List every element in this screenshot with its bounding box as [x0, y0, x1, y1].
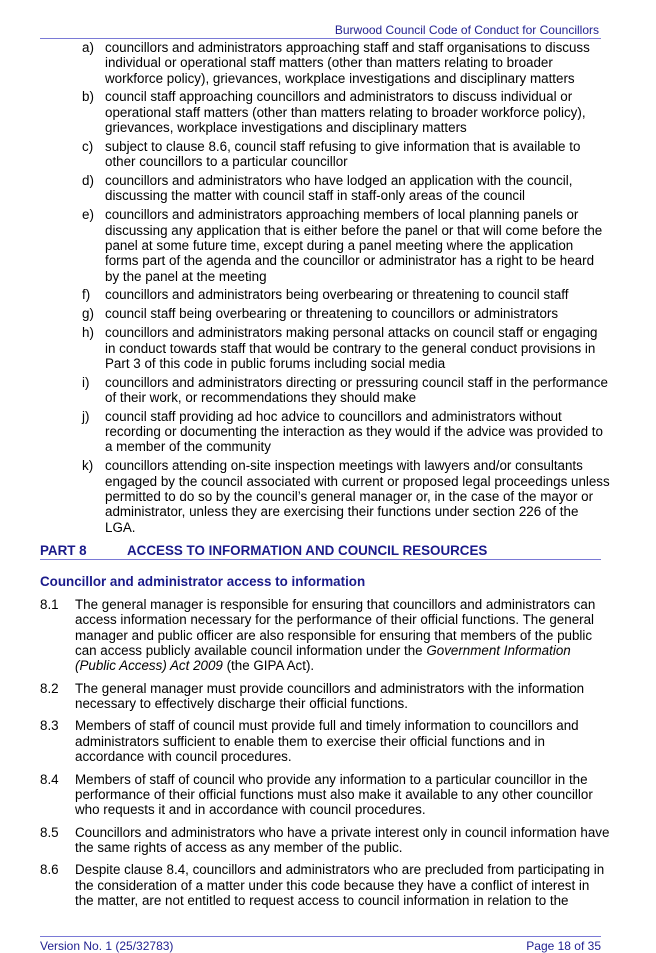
list-item-label: b): [82, 89, 94, 105]
clause-text: Members of staff of council who provide any information to a particular councillor in the performance of their official functions must also make it available to any other councillor who requests it and in accordance with council procedures.: [75, 771, 593, 818]
clause: [40, 772, 610, 818]
page-number: Page 18 of 35: [526, 939, 601, 953]
clause-text-end: (the GIPA Act).: [222, 658, 315, 674]
list-item-text: councillors attending on-site inspection meetings with lawyers and/or consultants engaged by the council associated with current or proposed legal proceedings unless permitted to do so by the council’s general manager or, in the case of the mayor or administrator, unless they are exercising their functions under section 226 of the LGA.: [105, 458, 610, 535]
list-item-text: councillors and administrators approaching staff and staff organisations to discuss individual or operational staff matters (other than matters relating to broader workforce policy), grievances, workplace investigations and disciplinary matters: [105, 40, 590, 86]
list-item-text: subject to clause 8.6, council staff refusing to give information that is available to other councillors to a particular councillor: [105, 138, 581, 170]
clause-number: 8.3: [40, 718, 59, 734]
part-title: ACCESS TO INFORMATION AND COUNCIL RESOURCES: [127, 543, 488, 558]
list-item: [40, 458, 610, 534]
list-item-text: councillors and administrators who have lodged an application with the council, discussing the matter with council staff in staff-only areas of the council: [105, 173, 573, 204]
list-item: [40, 40, 610, 86]
part-heading: [40, 542, 601, 560]
page-footer: [40, 936, 601, 951]
list-item: [40, 325, 610, 371]
list-item-label: h): [82, 325, 94, 341]
list-item-text: council staff being overbearing or threatening to councillors or administrators: [105, 306, 559, 322]
clause-text: Members of staff of council must provide full and timely information to councillors and administrators sufficient to enable them to exercise their official functions and in accordance with council procedures.: [75, 718, 579, 765]
clause-text: The general manager is responsible for ensuring that councillors and administrators can access information necessary for the performance of their official functions. The general manager and public officer are also responsible for ensuring that members of the public can access publicly available council information under the: [75, 597, 596, 658]
list-item: [40, 409, 610, 455]
part-number: PART 8: [40, 543, 87, 558]
document-title: Burwood Council Code of Conduct for Councillors: [334, 23, 599, 37]
list-item-label: j): [82, 408, 90, 424]
list-item-label: d): [82, 173, 94, 189]
page-header: [40, 24, 601, 39]
list-item: [40, 207, 610, 283]
clause: [40, 825, 610, 856]
list-item-label: f): [82, 287, 91, 303]
version-number: Version No. 1 (25/32783): [40, 939, 174, 953]
clause: [40, 718, 610, 764]
list-item-label: g): [82, 306, 94, 322]
list-item-text: councillors and administrators approaching members of local planning panels or discussing any application that is either before the panel or that will come before the panel at some future time, except during a panel meeting where the application forms part of the agenda and the councillor or administrator has a right to be heard by the panel at the meeting: [105, 207, 603, 284]
list-item-text: councillors and administrators being overbearing or threatening to council staff: [105, 287, 569, 303]
list-item-text: council staff providing ad hoc advice to councillors and administrators without recording or documenting the interaction as they would if the advice was provided to a member of the community: [105, 408, 603, 455]
clause: [40, 681, 610, 712]
list-item: [40, 139, 610, 170]
clause: [40, 862, 610, 908]
list-item-label: k): [82, 458, 94, 474]
clause-list: [40, 597, 610, 915]
list-item-label: i): [82, 374, 90, 390]
conduct-list: [40, 40, 610, 538]
list-item-text: council staff approaching councillors and administrators to discuss individual or operational staff matters (other than matters relating to broader workforce policy), grievances, workplace investigations and disciplinary matters: [105, 89, 586, 136]
clause-text: The general manager must provide councillors and administrators with the information necessary to effectively discharge their official functions.: [75, 680, 585, 711]
list-item-text: councillors and administrators directing or pressuring council staff in the performance of their work, or recommendations they should make: [105, 374, 608, 405]
section-subheading: Councillor and administrator access to information: [40, 574, 366, 589]
list-item: [40, 306, 610, 321]
list-item-label: e): [82, 207, 94, 223]
clause-text: Councillors and administrators who have a private interest only in council information have the same rights of access as any member of the public.: [75, 824, 610, 855]
clause-number: 8.6: [40, 862, 59, 878]
list-item-label: c): [82, 138, 94, 154]
list-item: [40, 287, 610, 302]
clause-number: 8.2: [40, 680, 59, 696]
clause-number: 8.5: [40, 824, 59, 840]
clause: [40, 597, 610, 673]
clause-number: 8.4: [40, 771, 59, 787]
clause-number: 8.1: [40, 597, 59, 612]
list-item: [40, 173, 610, 204]
list-item: [40, 89, 610, 135]
clause-text: Despite clause 8.4, councillors and administrators who are precluded from participating in the consideration of a matter under this code because they have a conflict of interest in the matter, are not entitled to request access to council information in relation to the: [75, 862, 605, 908]
list-item-text: councillors and administrators making personal attacks on council staff or engaging in conduct towards staff that would be contrary to the general conduct provisions in Part 3 of this code in public forums including social media: [105, 325, 598, 371]
list-item: [40, 375, 610, 406]
list-item-label: a): [82, 40, 94, 55]
act-title: Government Information (Public Access) Act 2009: [75, 642, 571, 674]
